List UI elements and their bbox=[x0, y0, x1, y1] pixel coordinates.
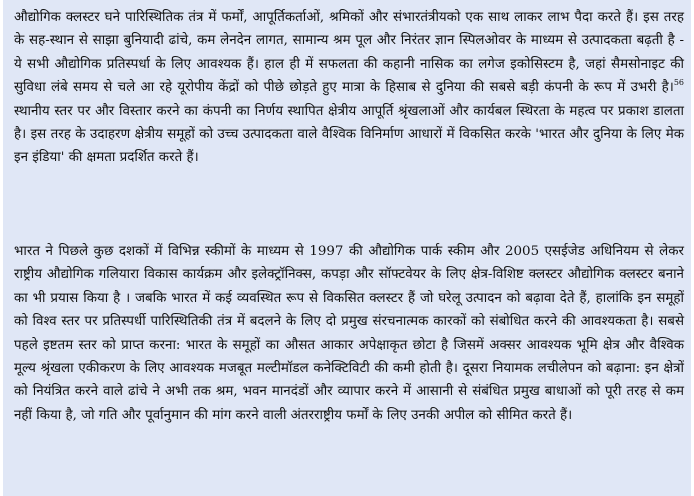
paragraph-india-cluster-efforts: भारत ने पिछले कुछ दशकों में विभिन्न स्कीमों के माध्यम से 1997 की औद्योगिक पार्क स्कीम और 2005 एसईजेड अधिनियम से लेकर राष्ट्रीय औद्योगिक गलियारा विकास कार्यक्रम और इलेक्ट्रॉनिक्स, कपड़ा और सॉफ्टवेयर के लिए क्षेत्र-विशिष्ट क्लस्टर औद्योगिक क्लस्टर बनाने का भी प्रयास किया है । जबकि भारत में कई व्यवस्थित रूप से विकसित क्लस्टर हैं जो घरेलू उत्पादन को बढ़ावा देते हैं, हालांकि इन समूहों को विश्व स्तर पर प्रतिस्पर्धी पारिस्थितिकी तंत्र में बदलने के लिए दो प्रमुख संरचनात्मक कारकों को संबोधित करने की आवश्यकता है। सबसे पहले इष्टतम स्तर को प्राप्त करना: भारत के समूहों का औसत आकार अपेक्षाकृत छोटा है जिसमें अक्सर आवश्यक भूमि क्षेत्र और वैश्विक मूल्य श्रृंखला एकीकरण के लिए आवश्यक मजबूत मल्टीमॉडल कनेक्टिविटी की कमी होती है। दूसरा नियामक लचीलेपन को बढ़ाना: इन क्षेत्रों को नियंत्रित करने वाले ढांचे ने अभी तक श्रम, भवन मानदंडों और व्यापार करने में आसानी से संबंधित प्रमुख बाधाओं को पूरी तरह से कम नहीं किया है, जो गति और पूर्वानुमान की मांग करने वाली अंतरराष्ट्रीय फर्मों के लिए उनकी अपील को सीमित करते हैं। bbox=[14, 244, 684, 423]
footnote-reference[interactable]: 56 bbox=[673, 78, 684, 88]
paragraph-1-text-after-ref: स्थानीय स्तर पर और विस्तार करने का कंपनी का निर्णय स्थापित क्षेत्रीय आपूर्ति श्रृंखलाओं और कार्यबल स्थिरता के महत्व पर प्रकाश डालता है। इस तरह के उदाहरण क्षेत्रीय समूहों को उच्च उत्पादकता वाले वैश्विक विनिर्माण आधारों में विकसित करके 'भारत और दुनिया के लिए मेक इन इंडिया' की क्षमता प्रदर्शित करते हैं। bbox=[14, 103, 684, 166]
text-box bbox=[3, 0, 691, 496]
paragraph-industrial-clusters bbox=[14, 6, 684, 170]
paragraph-1-text-before-ref: औद्योगिक क्लस्टर घने पारिस्थितिक तंत्र में फर्मों, आपूर्तिकर्ताओं, श्रमिकों और संभारतंत्रीयको एक साथ लाकर लाभ पैदा करते हैं। इस तरह के सह-स्थान से साझा बुनियादी ढांचे, कम लेनदेन लागत, सामान्य श्रम पूल और निरंतर ज्ञान स्पिलओवर के माध्यम से उत्पादकता बढ़ती है - ये सभी औद्योगिक प्रतिस्पर्धा के लिए आवश्यक हैं। हाल ही में सफलता की कहानी नासिक का लगेज इकोसिस्टम है, जहां सैमसोनाइट की सुविधा लंबे समय से चले आ रहे यूरोपीय केंद्रों को पीछे छोड़ते हुए मात्रा के हिसाब से दुनिया की सबसे बड़ी कंपनी के रूप में उभरी है। bbox=[14, 10, 684, 96]
